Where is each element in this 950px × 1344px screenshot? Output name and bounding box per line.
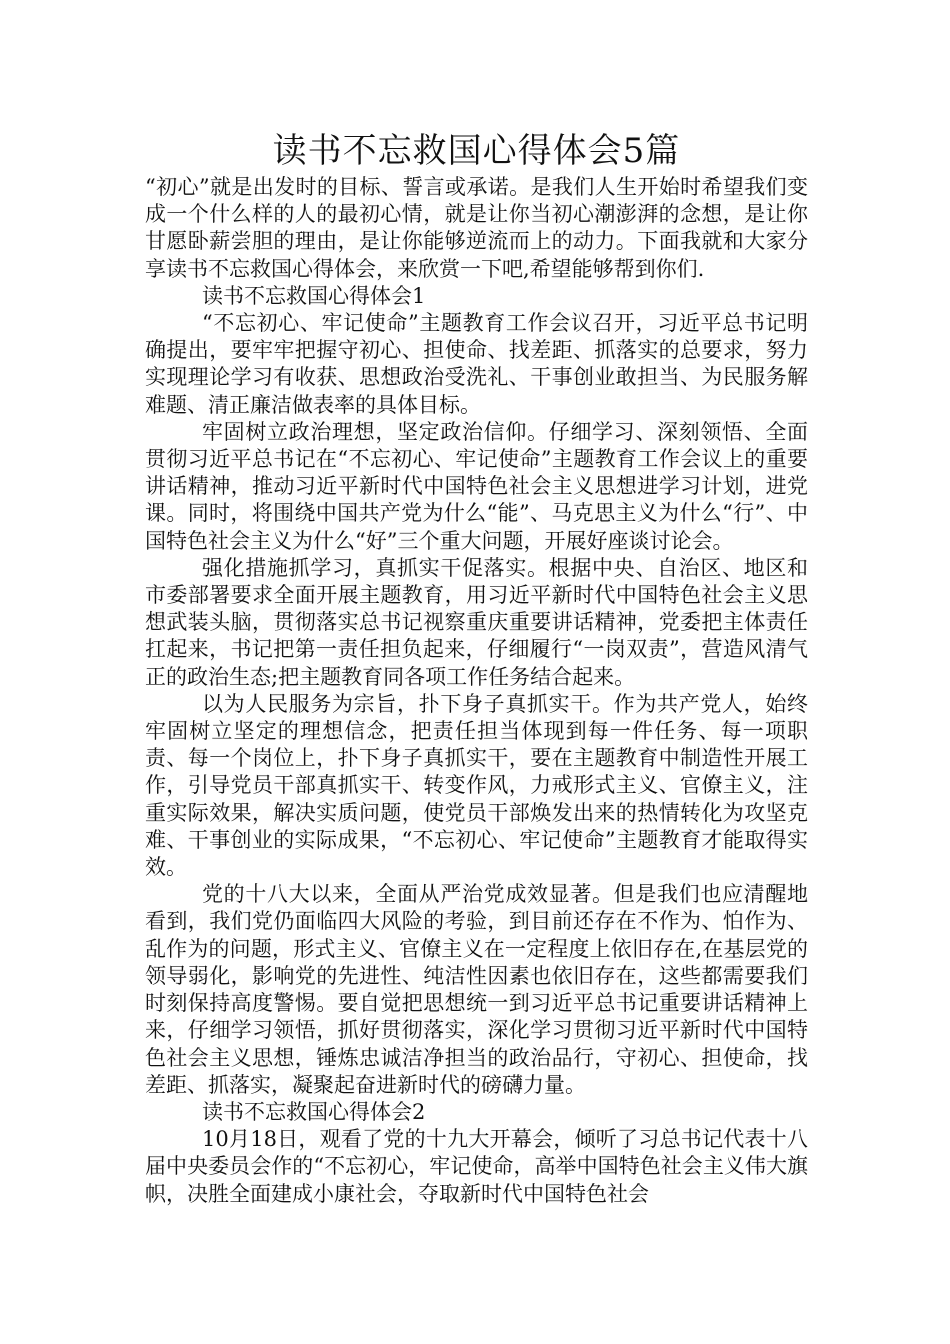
document-title: 读书不忘救国心得体会5篇 [272, 131, 681, 171]
body-paragraph-5: 党的十八大以来，全面从严治党成效显著。但是我们也应清醒地看到，我们党仍面临四大风险的考验，到目前还存在不作为、怕作为、乱作为的问题，形式主义、官僚主义在一定程度上依旧存在,在基层党的领导弱化，影响党的先进性、纯洁性因素也依旧存在，这些都需要我们时刻保持高度警惕。要自觉把思想统一到习近平总书记重要讲话精神上来，仔细学习领悟，抓好贯彻落实，深化学习贯彻习近平新时代中国特色社会主义思想，锤炼忠诚洁净担当的政治品行，守初心、担使命，找差距、抓落实，凝聚起奋进新时代的磅礴力量。 [145, 882, 808, 1097]
section-heading-1: 读书不忘救国心得体会1 [202, 283, 426, 308]
body-paragraph-2: 牢固树立政治理想，坚定政治信仰。仔细学习、深刻领悟、全面贯彻习近平总书记在“不忘初心、牢记使命”主题教育工作会议上的重要讲话精神，推动习近平新时代中国特色社会主义思想进学习计划，进党课。同时，将围绕中国共产党为什么“能”、马克思主义为什么“行”、中国特色社会主义为什么“好”三个重大问题，开展好座谈讨论会。 [145, 419, 808, 553]
section-heading-2: 读书不忘救国心得体会2 [202, 1099, 426, 1124]
body-paragraph-1: “不忘初心、牢记使命”主题教育工作会议召开，习近平总书记明确提出，要牢牢把握守初心、担使命、找差距、抓落实的总要求，努力实现理论学习有收获、思想政治受洗礼、干事创业敢担当、为民服务解难题、清正廉洁做表率的具体目标。 [145, 311, 808, 417]
body-paragraph-6: 10月18日，观看了党的十九大开幕会，倾听了习总书记代表十八届中央委员会作的“不忘初心，牢记使命，高举中国特色社会主义伟大旗帜，决胜全面建成小康社会，夺取新时代中国特色社会 [145, 1127, 808, 1206]
body-paragraph-3: 强化措施抓学习，真抓实干促落实。根据中央、自治区、地区和市委部署要求全面开展主题教育，用习近平新时代中国特色社会主义思想武装头脑，贯彻落实总书记视察重庆重要讲话精神，党委把主体责任扛起来，书记把第一责任担负起来，仔细履行“一岗双责”，营造风清气正的政治生态;把主题教育同各项工作任务结合起来。 [145, 555, 808, 689]
body-paragraph-4: 以为人民服务为宗旨，扑下身子真抓实干。作为共产党人，始终牢固树立坚定的理想信念，把责任担当体现到每一件任务、每一项职责、每一个岗位上，扑下身子真抓实干，要在主题教育中制造性开展工作，引导党员干部真抓实干、转变作风，力戒形式主义、官僚主义，注重实际效果，解决实质问题，使党员干部焕发出来的热情转化为攻坚克难、干事创业的实际成果，“不忘初心、牢记使命”主题教育才能取得实效。 [145, 691, 808, 880]
document-page [145, 128, 808, 1208]
intro-paragraph: “初心”就是出发时的目标、誓言或承诺。是我们人生开始时希望我们变成一个什么样的人的最初心情，就是让你当初心潮澎湃的念想，是让你甘愿卧薪尝胆的理由，是让你能够逆流而上的动力。下面我就和大家分享读书不忘救国心得体会，来欣赏一下吧,希望能够帮到你们. [145, 175, 808, 281]
